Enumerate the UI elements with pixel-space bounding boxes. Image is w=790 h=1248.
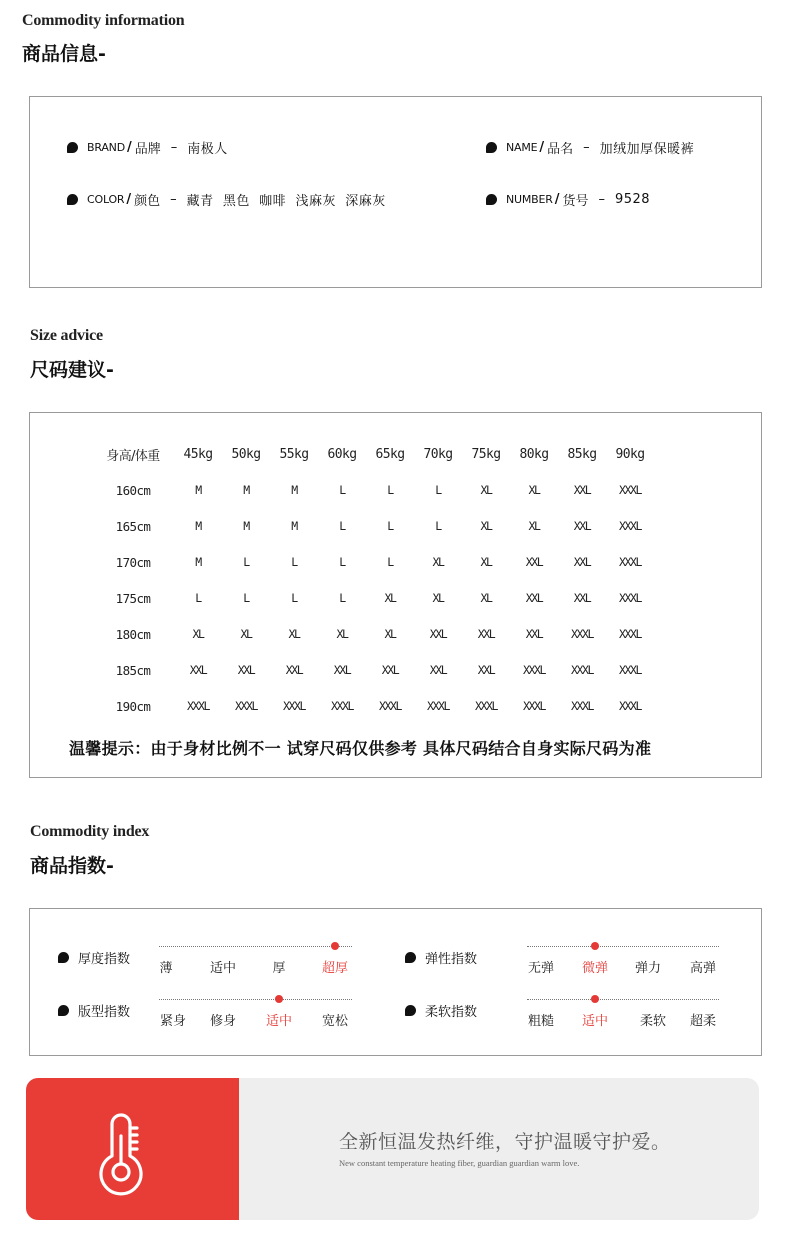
index-scale xyxy=(527,990,719,1030)
weight-header: 50kg xyxy=(231,446,261,462)
size-cell: XXXL xyxy=(618,627,642,641)
index-label: 柔软指数 xyxy=(425,1005,478,1020)
size-cell: M xyxy=(195,555,201,569)
index-label-row xyxy=(405,948,477,967)
table-row xyxy=(92,472,654,508)
size-cell: XXXL xyxy=(618,483,642,497)
size-cell: XXL xyxy=(477,663,495,677)
size-cell: XXXL xyxy=(426,699,450,713)
leaf-bullet-icon xyxy=(486,194,497,205)
size-tip: 温馨提示：由于身材比例不一 试穿尺码仅供参考 具体尺码结合自身实际尺码为准 xyxy=(69,739,652,758)
size-cell: L xyxy=(339,519,345,533)
size-cell: L xyxy=(435,483,441,497)
info-key: NUMBER xyxy=(506,193,553,206)
info-color xyxy=(67,190,386,209)
index-scale xyxy=(527,937,719,977)
banner-subtitle: New constant temperature heating fiber, guardian guardian warm love. xyxy=(339,1158,580,1168)
index-marker-dot xyxy=(331,942,339,950)
height-label: 180cm xyxy=(115,626,151,642)
index-dotted-line xyxy=(159,999,352,1000)
commodity-info-title-cn: 商品信息- xyxy=(22,43,106,65)
size-cell: XL xyxy=(192,627,204,641)
index-marker-dot xyxy=(591,995,599,1003)
info-name xyxy=(486,138,694,157)
info-dash: – xyxy=(583,140,590,155)
index-dotted-line xyxy=(527,946,719,947)
size-cell: XXXL xyxy=(618,519,642,533)
info-label: 颜色 xyxy=(134,194,161,209)
height-label: 175cm xyxy=(115,590,151,606)
table-row xyxy=(92,652,654,688)
info-value: 南极人 xyxy=(187,142,228,157)
index-option: 宽松 xyxy=(321,1014,349,1029)
index-option: 柔软 xyxy=(639,1014,667,1029)
table-row xyxy=(92,580,654,616)
commodity-index-title-en: Commodity index xyxy=(30,823,150,840)
size-cell: XXL xyxy=(573,483,591,497)
index-option: 适中 xyxy=(209,961,237,976)
size-cell: XL xyxy=(432,555,444,569)
size-cell: XXXL xyxy=(618,699,642,713)
info-slash: / xyxy=(554,192,560,207)
size-cell: XXXL xyxy=(570,699,594,713)
size-cell: XL xyxy=(336,627,348,641)
info-key: NAME xyxy=(506,141,538,154)
size-cell: XL xyxy=(480,519,492,533)
info-label: 货号 xyxy=(562,194,589,209)
index-option: 修身 xyxy=(209,1014,237,1029)
index-option: 适中 xyxy=(581,1014,609,1029)
table-row xyxy=(92,616,654,652)
size-cell: XL xyxy=(480,483,492,497)
size-cell: XXL xyxy=(525,591,543,605)
size-cell: M xyxy=(243,519,249,533)
info-value: 加绒加厚保暖裤 xyxy=(599,142,695,157)
size-cell: XL xyxy=(528,519,540,533)
size-cell: L xyxy=(387,483,393,497)
size-cell: XXXL xyxy=(234,699,258,713)
index-option: 微弹 xyxy=(581,961,609,976)
size-cell: XL xyxy=(480,591,492,605)
index-option: 弹力 xyxy=(634,961,662,976)
height-label: 160cm xyxy=(115,482,151,498)
size-cell: XL xyxy=(480,555,492,569)
size-cell: L xyxy=(387,555,393,569)
size-cell: L xyxy=(339,591,345,605)
size-cell: XXL xyxy=(237,663,255,677)
size-cell: XXL xyxy=(477,627,495,641)
size-cell: XL xyxy=(432,591,444,605)
weight-header: 75kg xyxy=(471,446,501,462)
leaf-bullet-icon xyxy=(58,1005,69,1016)
thermometer-icon xyxy=(26,1078,239,1220)
index-option: 超柔 xyxy=(689,1014,717,1029)
leaf-bullet-icon xyxy=(67,142,78,153)
info-slash: / xyxy=(539,140,545,155)
index-label: 弹性指数 xyxy=(425,952,478,967)
index-option: 粗糙 xyxy=(527,1014,555,1029)
size-cell: XXL xyxy=(525,627,543,641)
index-label: 厚度指数 xyxy=(78,952,131,967)
index-label-row xyxy=(58,1001,130,1020)
banner-red-panel xyxy=(26,1078,239,1220)
banner-title: 全新恒温发热纤维，守护温暖守护爱。 xyxy=(339,1131,671,1153)
commodity-index-title-cn: 商品指数- xyxy=(30,855,114,877)
size-cell: M xyxy=(195,519,201,533)
index-option: 高弹 xyxy=(689,961,717,976)
leaf-bullet-icon xyxy=(67,194,78,205)
weight-header: 90kg xyxy=(615,446,645,462)
weight-header: 60kg xyxy=(327,446,357,462)
size-advice-title-cn: 尺码建议- xyxy=(30,359,114,381)
size-cell: XXL xyxy=(573,591,591,605)
index-option: 薄 xyxy=(159,961,173,976)
size-cell: XXXL xyxy=(618,663,642,677)
info-key: COLOR xyxy=(87,193,125,206)
index-dotted-line xyxy=(159,946,352,947)
size-cell: L xyxy=(243,591,249,605)
index-marker-dot xyxy=(591,942,599,950)
index-label-row xyxy=(58,948,130,967)
size-cell: M xyxy=(291,483,297,497)
size-cell: XL xyxy=(384,591,396,605)
size-cell: XXXL xyxy=(186,699,210,713)
info-dash: – xyxy=(598,192,605,207)
size-table-corner: 身高/体重 xyxy=(106,448,160,464)
size-cell: XL xyxy=(288,627,300,641)
size-cell: XXL xyxy=(333,663,351,677)
size-cell: XXL xyxy=(381,663,399,677)
info-key: BRAND xyxy=(87,141,125,154)
size-cell: XXXL xyxy=(282,699,306,713)
size-advice-title-en: Size advice xyxy=(30,327,103,344)
size-cell: M xyxy=(243,483,249,497)
index-option: 适中 xyxy=(265,1014,293,1029)
size-cell: XL xyxy=(528,483,540,497)
info-value: 9528 xyxy=(614,192,651,207)
size-cell: XXXL xyxy=(570,627,594,641)
size-cell: XXL xyxy=(525,555,543,569)
size-cell: XXXL xyxy=(522,663,546,677)
weight-header: 80kg xyxy=(519,446,549,462)
height-label: 165cm xyxy=(115,518,151,534)
info-dash: – xyxy=(170,192,177,207)
size-cell: M xyxy=(291,519,297,533)
index-option: 无弹 xyxy=(527,961,555,976)
size-table-header-row xyxy=(92,436,654,472)
leaf-bullet-icon xyxy=(405,1005,416,1016)
info-slash: / xyxy=(126,192,132,207)
size-cell: XXXL xyxy=(474,699,498,713)
info-value: 藏青 黑色 咖啡 浅麻灰 深麻灰 xyxy=(186,194,386,209)
index-marker-dot xyxy=(275,995,283,1003)
weight-header: 70kg xyxy=(423,446,453,462)
index-option: 紧身 xyxy=(159,1014,187,1029)
size-cell: XXXL xyxy=(618,591,642,605)
info-dash: – xyxy=(170,140,178,155)
height-label: 170cm xyxy=(115,554,151,570)
weight-header: 45kg xyxy=(183,446,213,462)
size-cell: L xyxy=(291,555,297,569)
size-cell: XXXL xyxy=(330,699,354,713)
weight-header: 85kg xyxy=(567,446,597,462)
size-cell: L xyxy=(195,591,201,605)
size-cell: XL xyxy=(240,627,252,641)
size-cell: XXXL xyxy=(618,555,642,569)
size-cell: XXXL xyxy=(522,699,546,713)
size-cell: L xyxy=(243,555,249,569)
size-cell: XXL xyxy=(573,519,591,533)
table-row xyxy=(92,508,654,544)
size-table xyxy=(92,436,654,724)
size-cell: L xyxy=(291,591,297,605)
height-label: 190cm xyxy=(115,698,151,714)
size-cell: L xyxy=(339,483,345,497)
size-cell: L xyxy=(339,555,345,569)
index-option: 厚 xyxy=(272,961,286,976)
size-cell: XXL xyxy=(429,627,447,641)
leaf-bullet-icon xyxy=(58,952,69,963)
index-option: 超厚 xyxy=(321,961,349,976)
size-cell: XL xyxy=(384,627,396,641)
size-cell: XXL xyxy=(573,555,591,569)
table-row xyxy=(92,688,654,724)
commodity-info-box xyxy=(29,96,762,288)
commodity-info-title-en: Commodity information xyxy=(22,12,185,29)
weight-header: 65kg xyxy=(375,446,405,462)
index-label-row xyxy=(405,1001,477,1020)
leaf-bullet-icon xyxy=(486,142,497,153)
size-cell: XXL xyxy=(189,663,207,677)
size-cell: L xyxy=(387,519,393,533)
size-cell: XXL xyxy=(429,663,447,677)
info-label: 品名 xyxy=(547,142,574,157)
index-dotted-line xyxy=(527,999,719,1000)
index-label: 版型指数 xyxy=(78,1005,131,1020)
size-cell: XXXL xyxy=(378,699,402,713)
index-scale xyxy=(159,937,352,977)
leaf-bullet-icon xyxy=(405,952,416,963)
info-slash: / xyxy=(126,140,132,155)
info-label: 品牌 xyxy=(134,142,161,157)
size-cell: L xyxy=(435,519,441,533)
weight-header: 55kg xyxy=(279,446,309,462)
commodity-index-box xyxy=(29,908,762,1056)
table-row xyxy=(92,544,654,580)
info-number xyxy=(486,190,650,209)
size-cell: M xyxy=(195,483,201,497)
info-brand xyxy=(67,138,228,157)
height-label: 185cm xyxy=(115,662,151,678)
size-cell: XXL xyxy=(285,663,303,677)
size-cell: XXXL xyxy=(570,663,594,677)
index-scale xyxy=(159,990,352,1030)
